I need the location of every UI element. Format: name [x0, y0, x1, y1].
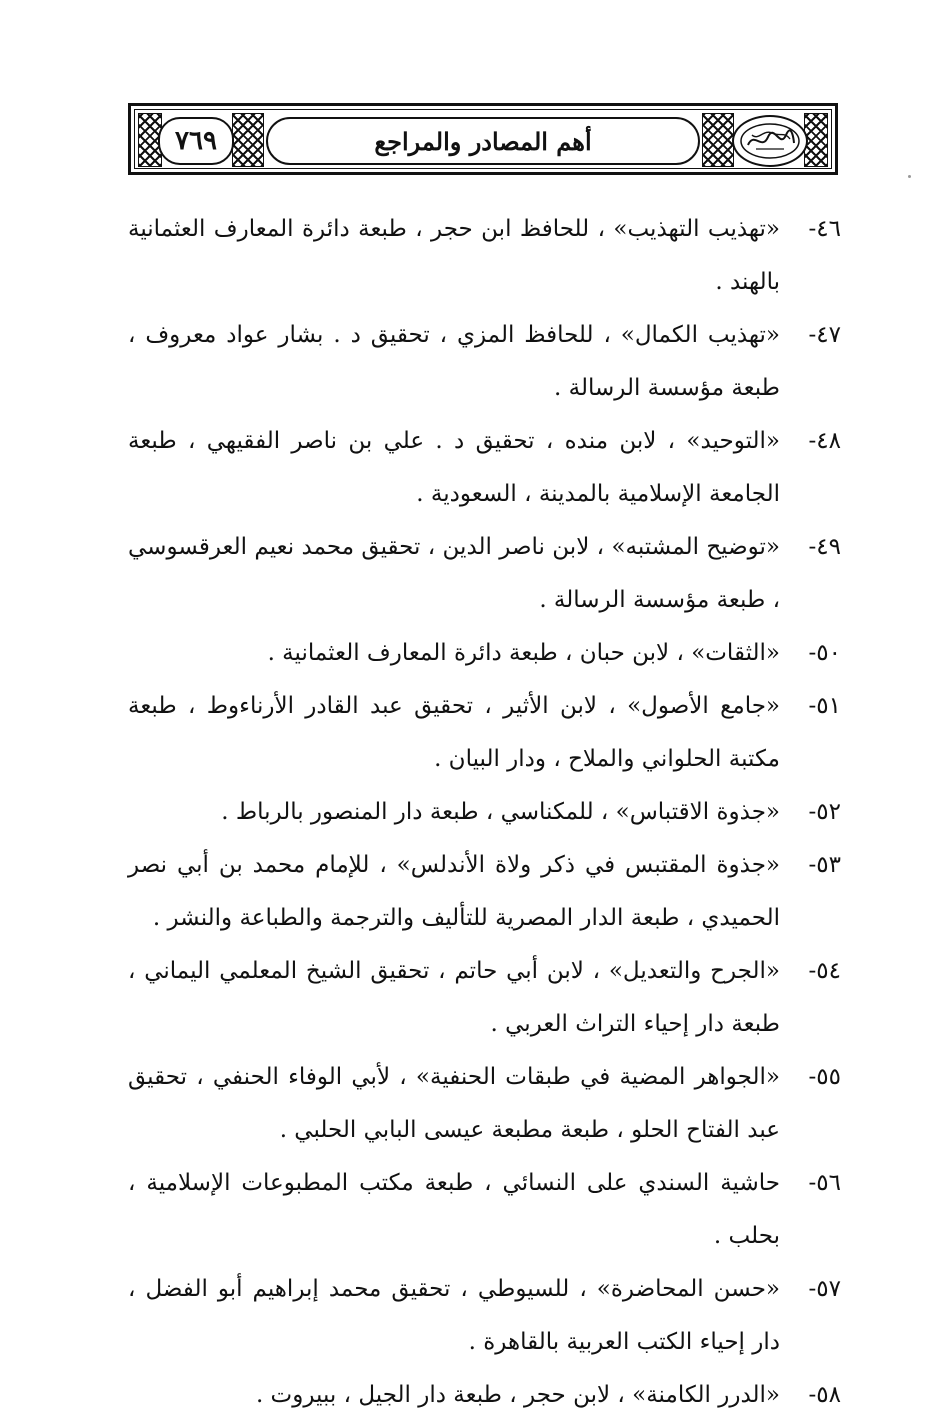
entry-number: ٥٤-: [808, 958, 841, 984]
entry-number: ٥٨-: [808, 1382, 841, 1408]
page-header: [128, 103, 838, 175]
entry-number: ٤٨-: [808, 428, 841, 454]
entry-text: «جذوة المقتبس في ذكر ولاة الأندلس» ، للإمام محمد بن أبي نصر الحميدي ، طبعة الدار المصرية للتأليف والترجمة والطباعة والنشر .: [128, 852, 780, 931]
list-item: [128, 521, 841, 627]
list-item: [128, 786, 841, 839]
list-item: [128, 680, 841, 786]
entry-number: ٥١-: [808, 693, 841, 719]
calligraphy-emblem-svg: [738, 121, 802, 161]
entry-number: ٥٢-: [808, 799, 841, 825]
entry-number: ٥٧-: [808, 1276, 841, 1302]
entry-text: «الجواهر المضية في طبقات الحنفية» ، لأبي الوفاء الحنفي ، تحقيق عبد الفتاح الحلو ، طبعة مطبعة عيسى البابي الحلبي .: [128, 1064, 780, 1143]
entry-text: «جامع الأصول» ، لابن الأثير ، تحقيق عبد القادر الأرناءوط ، طبعة مكتبة الحلواني والملاح ، ودار البيان .: [128, 693, 780, 772]
entry-text: «التوحيد» ، لابن منده ، تحقيق د . علي بن ناصر الفقيهي ، طبعة الجامعة الإسلامية بالمدينة ، السعودية .: [128, 428, 780, 507]
entry-text: «حسن المحاضرة» ، للسيوطي ، تحقيق محمد إبراهيم أبو الفضل ، دار إحياء الكتب العربية بالقاهرة .: [128, 1276, 780, 1355]
entry-text: «توضيح المشتبه» ، لابن ناصر الدين ، تحقيق محمد نعيم العرقسوسي ، طبعة مؤسسة الرسالة .: [128, 534, 780, 613]
entry-text: «الثقات» ، لابن حبان ، طبعة دائرة المعارف العثمانية .: [267, 640, 780, 666]
list-item: [128, 1157, 841, 1263]
entry-text: حاشية السندي على النسائي ، طبعة مكتب المطبوعات الإسلامية ، بحلب .: [128, 1170, 780, 1249]
list-item: [128, 839, 841, 945]
entry-number: ٥٥-: [808, 1064, 841, 1090]
list-item: [128, 415, 841, 521]
entry-text: «الدرر الكامنة» ، لابن حجر ، طبعة دار الجيل ، ببيروت .: [255, 1382, 780, 1408]
list-item: [128, 1263, 841, 1369]
entry-text: «جذوة الاقتباس» ، للمكناسي ، طبعة دار المنصور بالرباط .: [221, 799, 780, 825]
list-item: [128, 1369, 841, 1422]
page-title: أهم المصادر والمراجع: [266, 117, 700, 165]
entry-text: «تهذيب التهذيب» ، للحافظ ابن حجر ، طبعة دائرة المعارف العثمانية بالهند .: [128, 216, 780, 295]
page-number: ٧٦٩: [158, 117, 234, 165]
scan-dot: [908, 175, 911, 178]
entry-number: ٤٩-: [808, 534, 841, 560]
entry-text: «الجرح والتعديل» ، لابن أبي حاتم ، تحقيق الشيخ المعلمي اليماني ، طبعة دار إحياء التراث العربي .: [128, 958, 780, 1037]
entry-number: ٥٠-: [808, 640, 841, 666]
header-ornament-left-inner: [232, 113, 264, 167]
entry-number: ٥٣-: [808, 852, 841, 878]
entry-number: ٥٦-: [808, 1170, 841, 1196]
header-ornament-right-inner: [702, 113, 734, 167]
entry-text: «تهذيب الكمال» ، للحافظ المزي ، تحقيق د . بشار عواد معروف ، طبعة مؤسسة الرسالة .: [128, 322, 780, 401]
list-item: [128, 203, 841, 309]
list-item: [128, 309, 841, 415]
bibliography-list: [128, 203, 841, 1422]
list-item: [128, 945, 841, 1051]
entry-number: ٤٧-: [808, 322, 841, 348]
list-item: [128, 627, 841, 680]
entry-number: ٤٦-: [808, 216, 841, 242]
calligraphy-emblem-icon: [732, 115, 808, 167]
list-item: [128, 1051, 841, 1157]
